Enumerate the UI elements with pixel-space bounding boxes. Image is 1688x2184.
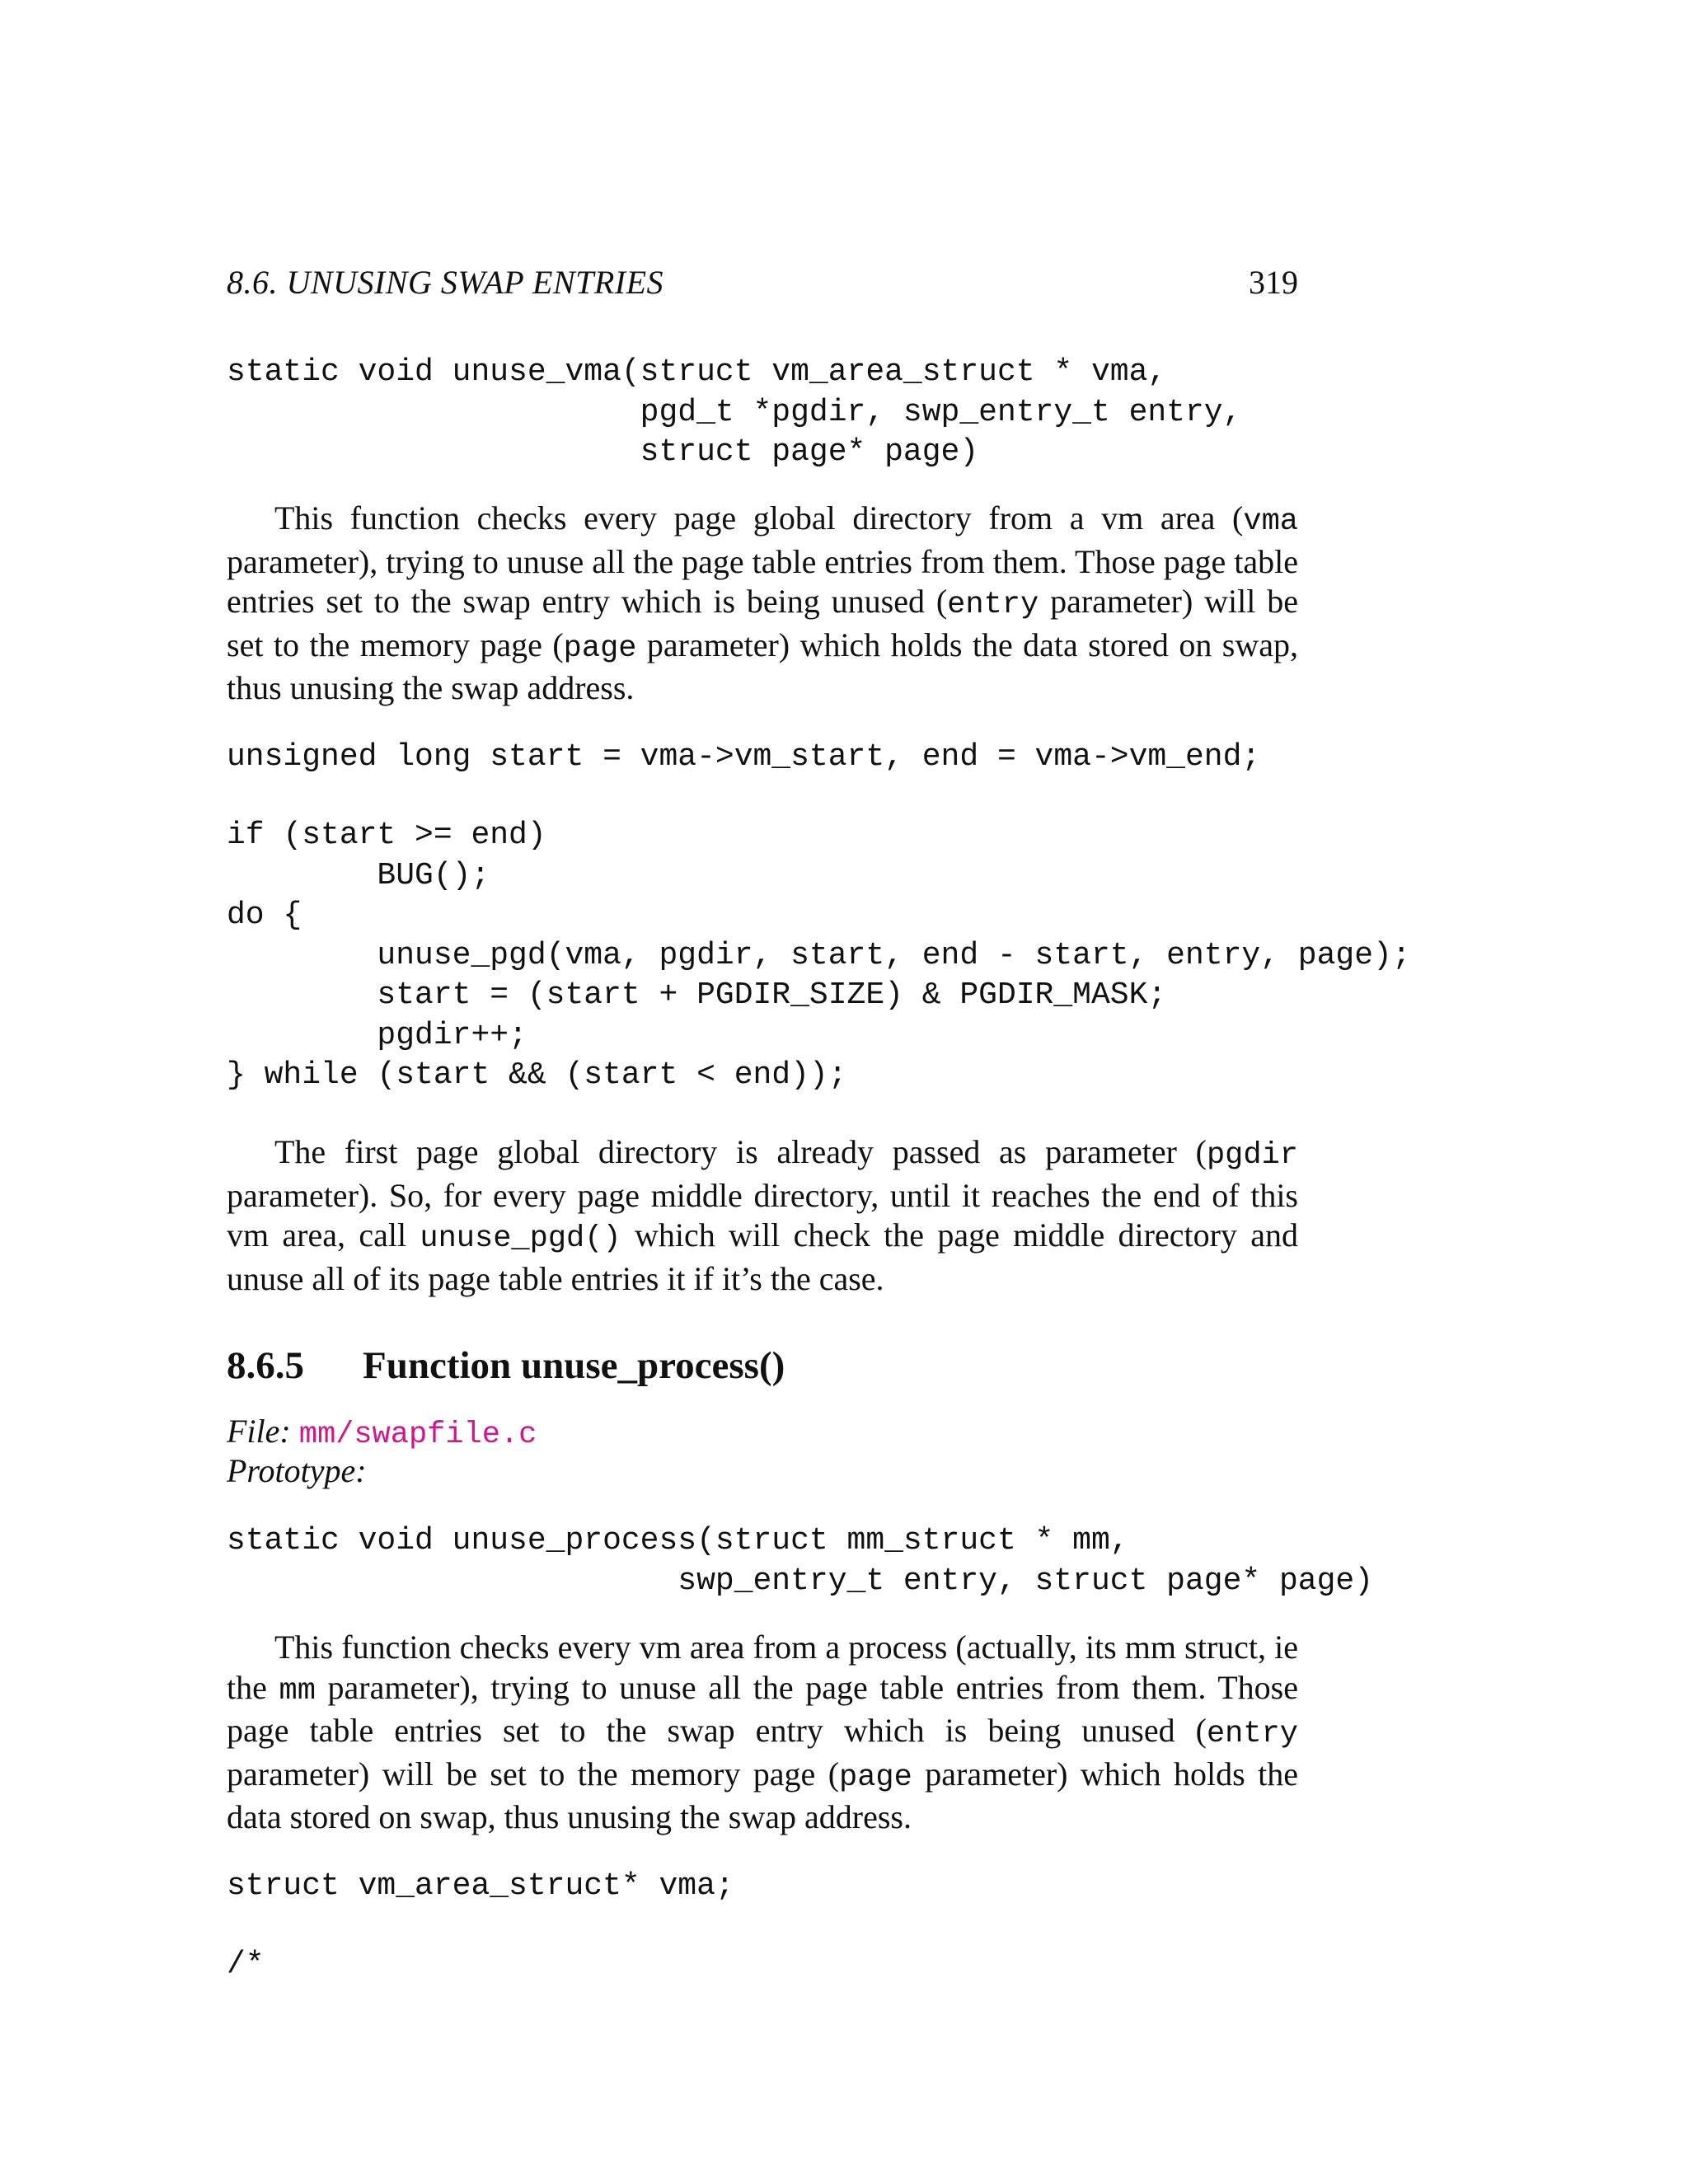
inline-code: entry: [1206, 1717, 1298, 1751]
paragraph-unuse-process-description: [227, 1628, 1298, 1838]
code-line: /*: [227, 1947, 265, 1982]
code-line: do {: [227, 898, 302, 933]
paragraph-text: parameter), trying to unuse all the page table entries from them. Those page table entries set to the swap entry which is being unused (: [227, 542, 1298, 620]
inline-code: mm: [279, 1673, 316, 1708]
paragraph-text: parameter). So, for every page middle directory, until it reaches the end of this vm area, call: [227, 1176, 1298, 1254]
code-line: swp_entry_t entry, struct page* page): [227, 1563, 1374, 1599]
paragraph-text: This function checks every vm area from a process (actually, its mm struct, ie the: [227, 1629, 1298, 1706]
paragraph-text: which will check the page middle directory and unuse all of its page table entries it if it’s the case.: [227, 1216, 1299, 1297]
inline-code: unuse_pgd(): [420, 1221, 621, 1256]
paragraph-text: This function checks every page global directory from a vm area (: [274, 499, 1244, 537]
file-label: File:: [227, 1413, 291, 1450]
paragraph-text: parameter) will be set to the memory page (: [227, 1755, 840, 1793]
running-head: [227, 262, 1298, 303]
code-line: if (start >= end): [227, 818, 546, 853]
code-line: struct vm_area_struct* vma;: [227, 1868, 734, 1904]
inline-code: entry: [947, 588, 1039, 622]
code-line: unuse_pgd(vma, pgdir, start, end - start, entry, page);: [227, 937, 1411, 973]
code-line: start = (start + PGDIR_SIZE) & PGDIR_MASK;: [227, 977, 1167, 1013]
code-block-comment-start: [227, 1945, 265, 1985]
inline-code: pgdir: [1206, 1138, 1298, 1173]
paragraph-text: parameter), trying to unuse all the page table entries from them. Those page table entries set to the swap entry which is being unused (: [227, 1668, 1298, 1749]
prototype-label: Prototype:: [227, 1452, 367, 1489]
paragraph-unuse-vma-description: [227, 499, 1298, 709]
running-head-section: 8.6. UNUSING SWAP ENTRIES: [227, 264, 664, 301]
code-block-unuse-process-prototype: [227, 1521, 1373, 1601]
code-line: BUG();: [227, 857, 490, 893]
code-block-loop: [227, 816, 1411, 1096]
code-line: static void unuse_vma(struct vm_area_struct * vma,: [227, 354, 1167, 390]
inline-code: page: [563, 630, 637, 666]
code-line: } while (start && (start < end));: [227, 1057, 847, 1093]
paragraph-text: parameter) will be set to the memory page (: [227, 583, 1299, 663]
paragraph-pgdir-description: [227, 1132, 1298, 1299]
code-line: pgd_t *pgdir, swp_entry_t entry,: [227, 394, 1242, 430]
paragraph-text: parameter) which holds the data stored on swap, thus unusing the swap address.: [227, 1755, 1298, 1835]
code-block-unuse-vma-prototype: [227, 353, 1241, 473]
section-heading: [227, 1341, 785, 1390]
section-number: 8.6.5: [227, 1344, 304, 1387]
code-block-vma-declaration: [227, 1867, 734, 1907]
inline-code: page: [839, 1760, 912, 1795]
section-title: Function unuse_process(): [363, 1344, 785, 1387]
paragraph-text: The first page global directory is already passed as parameter (: [274, 1133, 1207, 1170]
paragraph-text: parameter) which holds the data stored on swap, thus unusing the swap address.: [227, 626, 1298, 706]
code-line: unsigned long start = vma->vm_start, end = vma->vm_end;: [227, 739, 1261, 775]
file-line: [227, 1412, 537, 1455]
code-line: static void unuse_process(struct mm_struct * mm,: [227, 1523, 1129, 1558]
code-block-start-end: [227, 738, 1260, 778]
code-line: struct page* page): [227, 434, 979, 470]
page-number: 319: [1249, 264, 1298, 301]
file-path-link[interactable]: mm/swapfile.c: [298, 1418, 537, 1452]
code-line: pgdir++;: [227, 1017, 528, 1053]
inline-code: vma: [1243, 504, 1298, 539]
